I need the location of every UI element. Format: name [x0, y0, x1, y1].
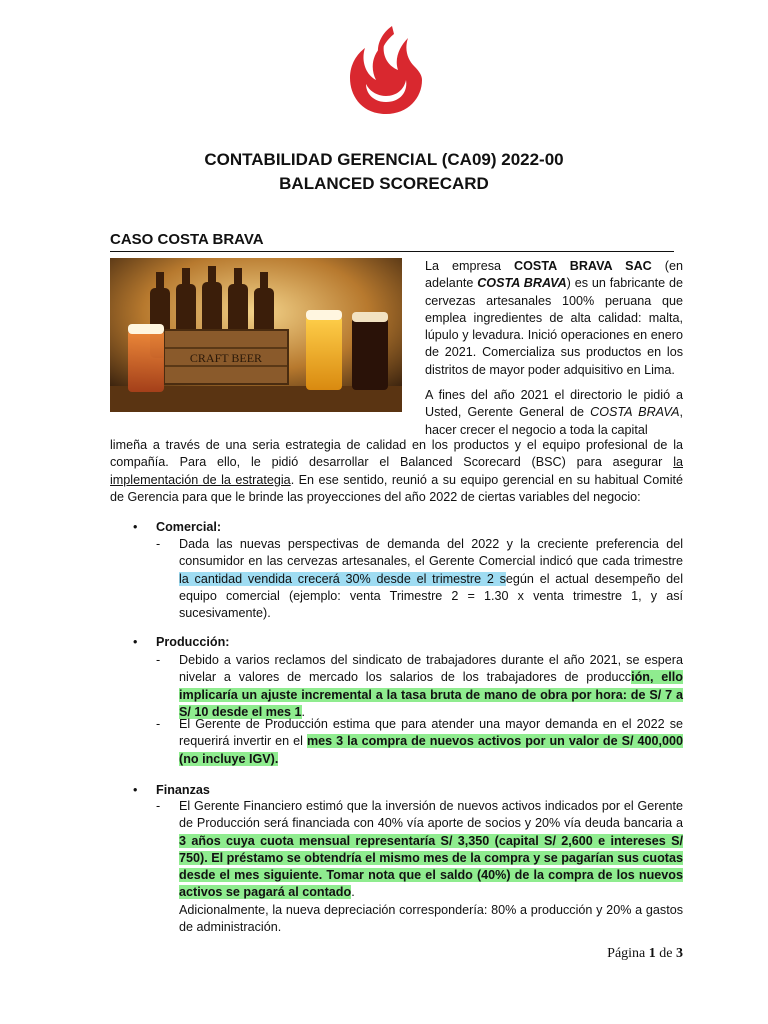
crate-label: CRAFT BEER [189, 351, 263, 365]
highlight-asset-purchase: mes 3 la compra de nuevos activos por un valor de S/ 400,000 (no incluye IGV). [179, 734, 684, 766]
comercial-item-1: - Dada las nuevas perspectivas de demanda del 2022 y la creciente preferencia del consumidor en las cervezas artesanales, el Gerente Comercial indicó que cada trimestre la cantidad vendida crecerá 30% desde el trimestre 2 según el actual desempeño del equipo comercial (ejemplo: venta Trimestre 2 = 1.30 x venta trimestre 1, y así sucesivamente). [156, 537, 683, 621]
craft-beer-photo [110, 258, 402, 412]
document-subtitle: BALANCED SCORECARD [279, 174, 489, 193]
produccion-item-2: - El Gerente de Producción estima que para atender una mayor demanda en el 2022 se requerirá invertir en el mes 3 la compra de nuevos activos por un valor de S/ 400,000 (no incluye IGV). [156, 717, 684, 766]
document-title: CONTABILIDAD GERENCIAL (CA09) 2022-00 [204, 150, 564, 169]
context-paragraph-continued: limeña a través de una seria estrategia de calidad en los productos y el equipo profesional de la compañía. Para ello, le pidió desarrollar el Balanced Scorecard (BSC) para asegurar la implementación de la estrategia. En ese sentido, reunió a su equipo gerencial en su habitual Comité de Gerencia para que le brinde las proyecciones del año 2022 de ciertas variables del negocio: [110, 438, 683, 504]
intro-paragraph: La empresa COSTA BRAVA SAC (en adelante COSTA BRAVA) es un fabricante de cervezas artesanales 100% peruana que emplea ingredientes de alta calidad: malta, lúpulo y levadura. Inició operaciones en enero de 2021. Comercializa sus productos en los distritos de mayor poder adquisitivo en Lima. [425, 259, 683, 377]
section-comercial: • Comercial: [133, 520, 222, 534]
context-paragraph: A fines del año 2021 el directorio le pidió a Usted, Gerente General de COSTA BRAVA, hacer crecer el negocio a toda la capital [425, 388, 683, 437]
case-heading: CASO COSTA BRAVA [110, 230, 674, 252]
highlight-sales-growth: la cantidad vendida crecerá 30% desde el trimestre 2 s [179, 571, 506, 586]
section-produccion: • Producción: [133, 635, 230, 649]
page-number: Página 1 de 3 [607, 946, 683, 961]
depreciation-note: Adicionalmente, la nueva depreciación correspondería: 80% a producción y 20% a gastos de administración. [179, 902, 683, 935]
highlight-wage-rate: ión, ello implicaría un ajuste incremental a la tasa bruta de mano de obra por hora: de S/ 7 a S/ 10 desde el mes 1 [179, 670, 684, 719]
highlight-loan-terms: 3 años cuya cuota mensual representaría S/ 3,350 (capital S/ 2,600 e intereses S/ 750). El préstamo se obtendría el mismo mes de la compra y se pagarían sus cuotas desde el mes siguiente. Tomar nota que el saldo (40%) de la compra de los nuevos activos se pagará al contado [179, 833, 683, 900]
flame-logo-icon [348, 24, 424, 114]
section-finanzas: • Finanzas [133, 783, 210, 797]
finanzas-item-1: - El Gerente Financiero estimó que la inversión de nuevos activos indicados por el Gerente de Producción será financiada con 40% vía aporte de socios y 20% vía deuda bancaria a 3 años cuya cuota mensual representaría S/ 3,350 (capital S/ 2,600 e intereses S/ 750). El préstamo se obtendría el mismo mes de la compra y se pagarían sus cuotas desde el mes siguiente. Tomar nota que el saldo (40%) de la compra de los nuevos activos se pagará al contado. Adicionalmente, la nueva depreciación correspondería: 80% a producción y 20% a gastos de administración. [156, 799, 683, 935]
underlined-strategy: la implementación de la estrategia [110, 455, 683, 487]
produccion-item-1: - Debido a varios reclamos del sindicato de trabajadores durante el año 2021, se espera nivelar a valores de mercado los salarios de los trabajadores de producción, ello implicaría un ajuste incremental a la tasa bruta de mano de obra por hora: de S/ 7 a S/ 10 desde el mes 1. [156, 653, 684, 719]
